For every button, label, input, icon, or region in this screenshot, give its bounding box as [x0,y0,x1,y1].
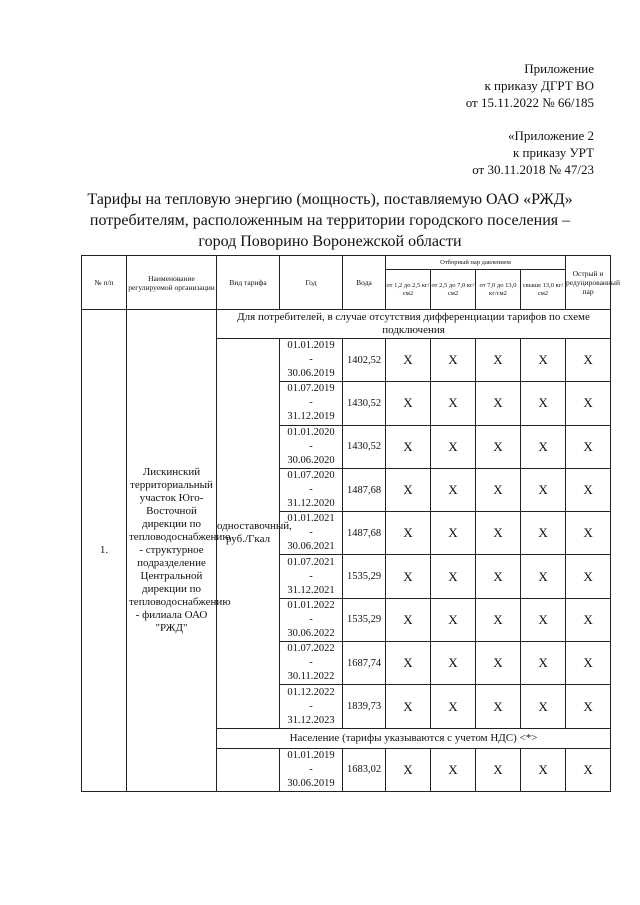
water-tariff: 1535,29 [343,555,386,598]
header-line: Приложение [524,61,594,76]
not-applicable-mark: X [566,685,611,728]
not-applicable-mark: X [476,512,521,555]
attachment-header [466,60,594,111]
header-line: «Приложение 2 [507,128,594,143]
period-cell [280,512,343,555]
period-from: 01.07.2022 [287,643,335,655]
period-from: 01.01.2022 [287,599,335,611]
not-applicable-mark: X [566,382,611,425]
period-from: 01.07.2019 [287,383,335,395]
header-sharp-steam: Острый и редуцированный пар [566,256,611,310]
header-line: от 15.11.2022 № 66/185 [465,95,594,110]
not-applicable-mark: X [386,598,431,641]
period-from: 01.01.2019 [287,749,335,761]
not-applicable-mark: X [521,425,566,468]
not-applicable-mark: X [566,598,611,641]
header-water: Вода [343,256,386,310]
period-cell [280,685,343,728]
header-org: Наименование регулируемой организации [127,256,217,310]
period-cell [280,555,343,598]
section-heading: Население (тарифы указываются с учетом НДС) <*> [217,728,611,748]
period-dash: - [309,484,313,496]
water-tariff: 1535,29 [343,598,386,641]
not-applicable-mark: X [566,512,611,555]
tariff-table [81,255,620,792]
not-applicable-mark: X [476,685,521,728]
water-tariff: 1487,68 [343,468,386,511]
not-applicable-mark: X [431,748,476,791]
period-cell [280,425,343,468]
period-dash: - [309,440,313,452]
not-applicable-mark: X [566,425,611,468]
period-dash: - [309,527,313,539]
not-applicable-mark: X [521,339,566,382]
header-line: к приказу УРТ [512,145,594,160]
not-applicable-mark: X [521,598,566,641]
period-dash: - [309,763,313,775]
header-line: к приказу ДГРТ ВО [484,78,594,93]
period-to: 30.06.2019 [287,777,335,789]
not-applicable-mark: X [521,748,566,791]
period-dash: - [309,700,313,712]
header-steam-1: от 1,2 до 2,5 кг/см2 [386,270,431,310]
water-tariff: 1687,74 [343,642,386,685]
section-heading: Для потребителей, в случае отсутствия дифференциации тарифов по схеме подключения [217,310,611,339]
period-to: 30.06.2022 [287,627,335,639]
not-applicable-mark: X [566,339,611,382]
period-from: 01.01.2021 [287,513,335,525]
not-applicable-mark: X [386,382,431,425]
not-applicable-mark: X [386,468,431,511]
period-from: 01.01.2019 [287,340,335,352]
period-from: 01.07.2020 [287,470,335,482]
period-dash: - [309,397,313,409]
tariff-type: одноставочный, руб./Гкал [217,339,280,729]
not-applicable-mark: X [566,642,611,685]
water-tariff: 1430,52 [343,382,386,425]
not-applicable-mark: X [476,382,521,425]
header-year: Год [280,256,343,310]
not-applicable-mark: X [386,555,431,598]
period-to: 30.06.2020 [287,454,335,466]
period-cell [280,748,343,791]
period-from: 01.12.2022 [287,686,335,698]
not-applicable-mark: X [476,642,521,685]
organization-name: Лискинский территориальный участок Юго-Восточной дирекции по тепловодоснабжению - структурное подразделение Центральной дирекции по тепловодоснабжению - филиала ОАО "РЖД" [127,310,217,792]
not-applicable-mark: X [386,339,431,382]
not-applicable-mark: X [431,339,476,382]
not-applicable-mark: X [431,598,476,641]
period-from: 01.07.2021 [287,556,335,568]
period-to: 30.06.2021 [287,541,335,553]
not-applicable-mark: X [386,512,431,555]
not-applicable-mark: X [431,425,476,468]
not-applicable-mark: X [521,555,566,598]
not-applicable-mark: X [431,512,476,555]
not-applicable-mark: X [431,382,476,425]
water-tariff: 1487,68 [343,512,386,555]
period-dash: - [309,354,313,366]
period-to: 30.06.2019 [287,368,335,380]
period-cell [280,598,343,641]
not-applicable-mark: X [476,468,521,511]
not-applicable-mark: X [521,382,566,425]
period-to: 31.12.2023 [287,714,335,726]
not-applicable-mark: X [476,598,521,641]
period-to: 31.12.2019 [287,411,335,423]
period-to: 30.11.2022 [287,671,335,683]
not-applicable-mark: X [476,555,521,598]
header-steam-2: от 2,5 до 7,0 кг/см2 [431,270,476,310]
period-dash: - [309,613,313,625]
period-dash: - [309,657,313,669]
not-applicable-mark: X [521,642,566,685]
period-cell [280,339,343,382]
not-applicable-mark: X [521,685,566,728]
not-applicable-mark: X [521,512,566,555]
not-applicable-mark: X [386,685,431,728]
period-to: 31.12.2021 [287,584,335,596]
not-applicable-mark: X [386,642,431,685]
header-steam-4: свыше 13,0 кг/см2 [521,270,566,310]
period-dash: - [309,570,313,582]
water-tariff: 1839,73 [343,685,386,728]
water-tariff: 1683,02 [343,748,386,791]
not-applicable-mark: X [521,468,566,511]
period-from: 01.01.2020 [287,426,335,438]
header-steam-3: от 7,0 до 13,0 кг/см2 [476,270,521,310]
not-applicable-mark: X [476,748,521,791]
header-num: № п/п [82,256,127,310]
document-title: Тарифы на тепловую энергию (мощность), поставляемую ОАО «РЖД» потребителям, расположенным на территории городского поселения – город Поворино Воронежской области [87,191,573,250]
period-cell [280,382,343,425]
period-cell [280,642,343,685]
header-line: от 30.11.2018 № 47/23 [472,162,594,177]
not-applicable-mark: X [476,425,521,468]
empty-type-cell [217,748,280,791]
row-number: 1. [82,310,127,792]
header-steam-group: Отборный пар давлением [386,256,566,270]
not-applicable-mark: X [386,748,431,791]
not-applicable-mark: X [566,748,611,791]
not-applicable-mark: X [431,468,476,511]
not-applicable-mark: X [386,425,431,468]
not-applicable-mark: X [566,555,611,598]
header-type: Вид тарифа [217,256,280,310]
not-applicable-mark: X [431,685,476,728]
water-tariff: 1430,52 [343,425,386,468]
not-applicable-mark: X [566,468,611,511]
water-tariff: 1402,52 [343,339,386,382]
period-cell [280,468,343,511]
not-applicable-mark: X [476,339,521,382]
original-attachment-header [472,127,594,178]
not-applicable-mark: X [431,642,476,685]
period-to: 31.12.2020 [287,498,335,510]
not-applicable-mark: X [431,555,476,598]
